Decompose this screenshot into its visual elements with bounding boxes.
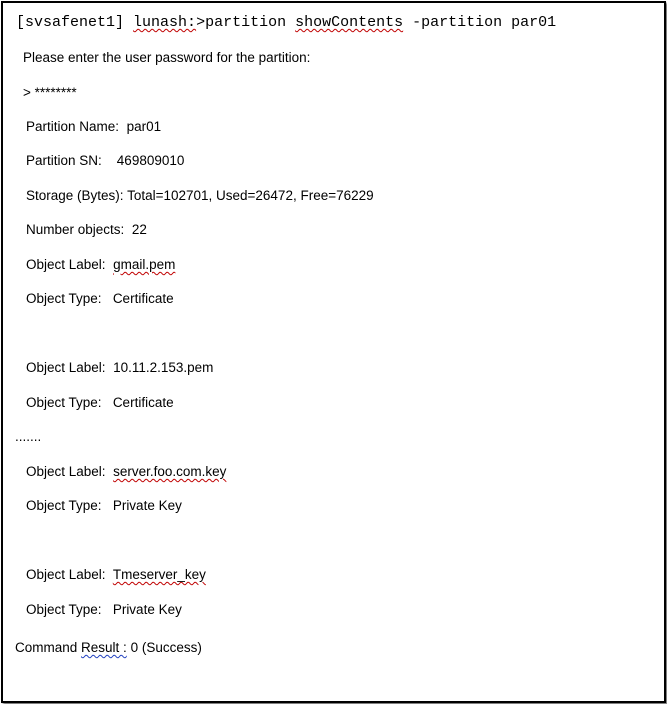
number-objects-row xyxy=(26,221,147,239)
ellipsis: ....... xyxy=(15,429,42,444)
number-objects-label: Number objects: xyxy=(26,222,125,237)
object-label-key: Object Label: xyxy=(26,567,106,582)
number-objects-value: 22 xyxy=(131,222,147,237)
command-arguments: -partition par01 xyxy=(403,14,557,31)
object-label-row xyxy=(26,359,213,377)
object-label-value: server.foo.com.key xyxy=(113,464,227,479)
prompt-app: lunash: xyxy=(133,14,197,31)
object-type-row xyxy=(26,290,174,308)
command-verb: >partition xyxy=(196,14,296,31)
object-type-key: Object Type: xyxy=(26,291,102,306)
partition-sn-value: 469809010 xyxy=(116,153,185,168)
object-type-key: Object Type: xyxy=(26,395,102,410)
object-label-key: Object Label: xyxy=(26,257,106,272)
object-label-row xyxy=(26,256,175,274)
terminal-output-frame xyxy=(1,1,666,703)
partition-name-value: par01 xyxy=(126,119,162,134)
partition-sn-label: Partition SN: xyxy=(26,153,102,168)
object-type-value: Private Key xyxy=(112,498,182,513)
command-line xyxy=(16,14,556,32)
object-label-row xyxy=(26,566,206,584)
password-prompt: Please enter the user password for the partition: xyxy=(23,50,311,65)
partition-sn-row xyxy=(26,152,184,170)
command-result-prefix: Command xyxy=(15,640,82,655)
object-label-value: gmail.pem xyxy=(113,257,176,272)
partition-name-label: Partition Name: xyxy=(26,119,120,134)
object-label-row xyxy=(26,463,226,481)
object-type-row xyxy=(26,497,182,515)
object-type-key: Object Type: xyxy=(26,498,102,513)
object-type-value: Certificate xyxy=(112,291,174,306)
command-result-value: 0 (Success) xyxy=(126,640,202,655)
object-label-value: 10.11.2.153.pem xyxy=(113,360,214,375)
object-type-value: Private Key xyxy=(112,602,182,617)
command-result-row xyxy=(15,639,202,657)
object-type-key: Object Type: xyxy=(26,602,102,617)
object-label-key: Object Label: xyxy=(26,360,106,375)
command-result-word: Result : xyxy=(81,640,127,655)
prompt-host: [svsafenet1] xyxy=(16,14,125,31)
object-type-row xyxy=(26,601,182,619)
command-subcommand: showContents xyxy=(295,14,404,31)
object-type-row xyxy=(26,394,174,412)
password-entry: > ******** xyxy=(23,85,77,100)
object-label-key: Object Label: xyxy=(26,464,106,479)
storage-row xyxy=(26,187,374,205)
storage-value: Total=102701, Used=26472, Free=76229 xyxy=(127,188,374,203)
object-type-value: Certificate xyxy=(112,395,174,410)
storage-label: Storage (Bytes): xyxy=(26,188,124,203)
partition-name-row xyxy=(26,118,161,136)
object-label-value: Tmeserver_key xyxy=(112,567,206,582)
